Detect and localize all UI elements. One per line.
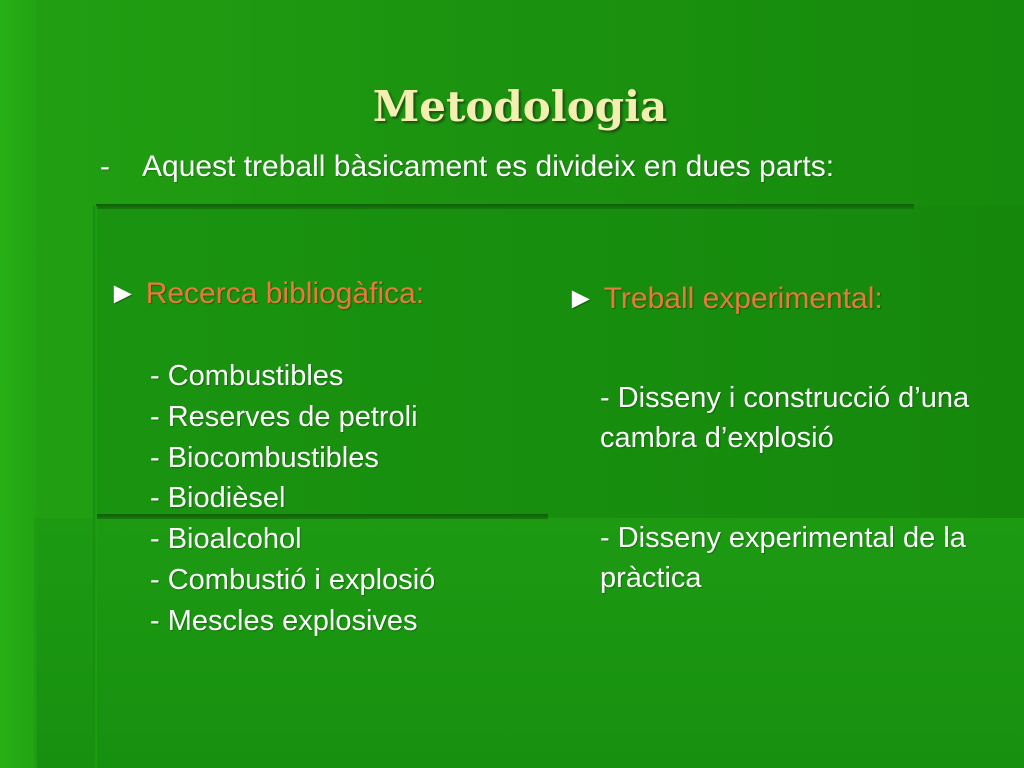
right-column-item: - Disseny i construcció d’una cambra d’explosió: [600, 382, 970, 454]
list-item: - Mescles explosives: [150, 604, 418, 637]
list-item: - Biocombustibles: [150, 441, 379, 474]
list-item: - Combustibles: [150, 360, 344, 392]
list-item: - Combustió i explosió: [150, 563, 436, 596]
list-item: - Reserves de petroli: [150, 400, 418, 433]
right-heading-text: Treball experimental:: [603, 282, 883, 315]
slide-title: Metodologia: [372, 82, 668, 131]
intro-line: [100, 150, 834, 184]
left-column-list: [150, 356, 435, 642]
list-item: - Bioalcohol: [150, 523, 302, 556]
divider-bar-vertical-left: [34, 518, 37, 768]
intro-dash: -: [100, 150, 110, 183]
pointer-triangle-icon: ►: [108, 277, 138, 310]
intro-text: Aquest treball bàsicament es divideix en dues parts:: [142, 150, 835, 183]
left-column-heading: [108, 277, 424, 311]
pointer-triangle-icon: ►: [566, 282, 596, 315]
list-item: - Biodièsel: [150, 482, 286, 515]
right-column-heading: [566, 282, 883, 316]
divider-bar-top: [96, 204, 914, 209]
left-heading-text: Recerca bibliogàfica:: [145, 277, 425, 310]
divider-bar-vertical: [93, 206, 97, 768]
right-column-item: - Disseny experimental de la pràctica: [600, 522, 966, 594]
